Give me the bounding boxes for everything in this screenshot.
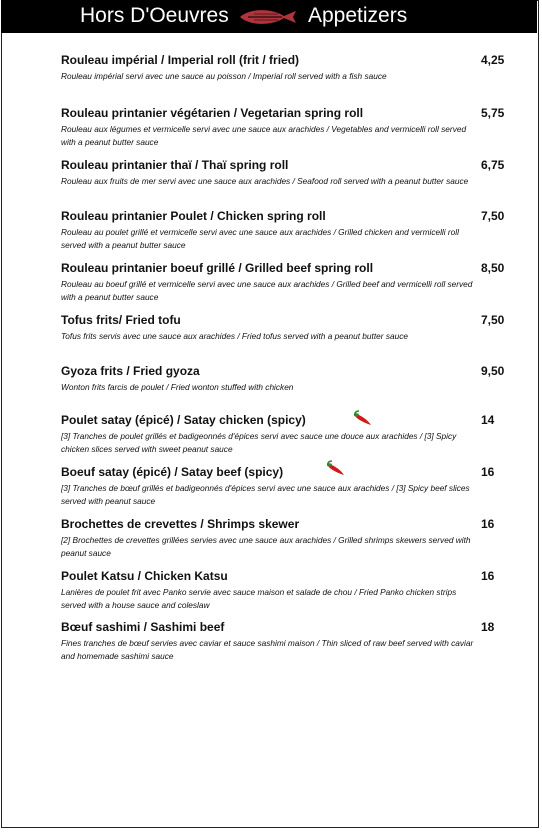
item-price: 6,75: [481, 158, 505, 172]
header-title-french: Hors D'Oeuvres: [80, 4, 229, 27]
header-title-english: Appetizers: [308, 4, 408, 27]
item-description: Rouleau au boeuf grillé et vermicelle servi avec une sauce aux arachides / Grilled beef and vermicelli roll served with a peanut butter sauce: [61, 279, 473, 302]
item-title: Boeuf satay (épicé) / Satay beef (spicy): [61, 465, 284, 479]
item-description: Rouleau aux légumes et vermicelle servi avec une sauce aux arachides / Vegetables and vermicelli roll served with a peanut butter sauce: [61, 124, 467, 147]
item-description: Rouleau impérial servi avec une sauce au poisson / Imperial roll served with a fish sauce: [61, 71, 387, 81]
item-title: Rouleau printanier thaï / Thaï spring roll: [61, 158, 289, 172]
menu-item-satay-chicken: [61, 413, 481, 455]
item-price: 7,50: [481, 209, 505, 223]
item-title: Gyoza frits / Fried gyoza: [61, 364, 200, 378]
menu-item-satay-beef: [61, 465, 481, 507]
item-title: Poulet satay (épicé) / Satay chicken (spicy): [61, 413, 306, 427]
item-description: Rouleau aux fruits de mer servi avec une sauce aux arachides / Seafood roll served with a peanut butter sauce: [61, 176, 469, 186]
menu-item-sashimi-beef: [61, 620, 481, 662]
item-description: Rouleau au poulet grillé et vermicelle servi avec une sauce aux arachides / Grilled chicken and vermicelli roll served with a peanut butter sauce: [61, 227, 459, 250]
item-price: 4,25: [481, 53, 505, 67]
item-description: [2] Brochettes de crevettes grillées servies avec une sauce aux arachides / Grilled shrimps skewers served with peanut sauce: [61, 535, 471, 558]
item-title: Rouleau printanier végétarien / Vegetarian spring roll: [61, 106, 364, 120]
item-price: 14: [481, 413, 495, 427]
item-description: [3] Tranches de poulet grillés et badigeonnés d'épices servi avec sauce une douce aux arachides / [3] Spicy chicken slices served with sweet peanut sauce: [61, 431, 457, 454]
item-price: 5,75: [481, 106, 505, 120]
fish-icon: [238, 9, 298, 25]
item-price: 16: [481, 465, 495, 479]
item-description: [3] Tranches de bœuf grillés et badigeonnés d'épices servi avec une sauce aux arachides / [3] Spicy beef slices served with peanut sauce: [61, 483, 470, 506]
menu-item-thai-spring-roll: [61, 158, 481, 188]
menu-item-vegetarian-spring-roll: [61, 106, 481, 148]
item-description: Fines tranches de bœuf servies avec caviar et sauce sashimi maison / Thin sliced of raw beef served with caviar and homemade sashimi sauce: [61, 638, 474, 661]
item-title: Rouleau printanier Poulet / Chicken spring roll: [61, 209, 326, 223]
item-price: 16: [481, 569, 495, 583]
menu-header: [1, 0, 537, 33]
chili-pepper-icon: [324, 460, 346, 476]
item-description: Tofus frits servis avec une sauce aux arachides / Fried tofus served with a peanut butter sauce: [61, 331, 408, 341]
item-title: Bœuf sashimi / Sashimi beef: [61, 620, 225, 634]
item-title: Brochettes de crevettes / Shrimps skewer: [61, 517, 300, 531]
item-title: Rouleau impérial / Imperial roll (frit / fried): [61, 53, 300, 67]
item-price: 8,50: [481, 261, 505, 275]
menu-item-fried-tofu: [61, 313, 481, 343]
menu-item-grilled-beef-spring-roll: [61, 261, 481, 303]
item-price: 9,50: [481, 364, 505, 378]
menu-item-shrimps-skewer: [61, 517, 481, 559]
item-price: 7,50: [481, 313, 505, 327]
item-title: Rouleau printanier boeuf grillé / Grilled beef spring roll: [61, 261, 374, 275]
item-description: Lanières de poulet frit avec Panko servie avec sauce maison et salade de chou / Fried Panko chicken strips served with a house sauce and coleslaw: [61, 587, 457, 610]
item-price: 18: [481, 620, 495, 634]
chili-pepper-icon: [351, 410, 373, 426]
menu-item-chicken-katsu: [61, 569, 481, 611]
menu-item-fried-gyoza: [61, 364, 481, 394]
item-price: 16: [481, 517, 495, 531]
menu-item-chicken-spring-roll: [61, 209, 481, 251]
menu-item-imperial-roll: [61, 53, 481, 83]
item-title: Poulet Katsu / Chicken Katsu: [61, 569, 228, 583]
item-title: Tofus frits/ Fried tofu: [61, 313, 181, 327]
item-description: Wonton frits farcis de poulet / Fried wonton stuffed with chicken: [61, 382, 294, 392]
